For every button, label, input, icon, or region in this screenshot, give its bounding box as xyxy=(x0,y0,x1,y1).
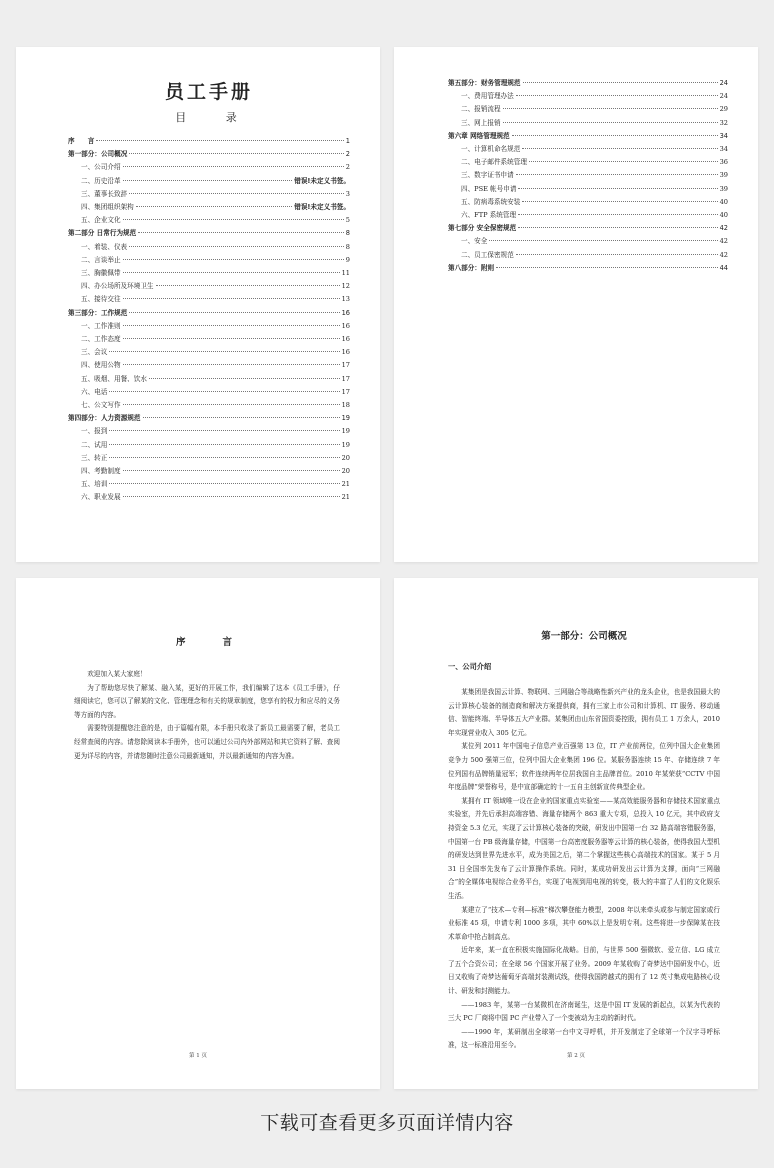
toc-entry-label: 二、工作态度 xyxy=(81,335,121,344)
toc-entry-page: 16 xyxy=(341,321,350,330)
page-number: 第 1 页 xyxy=(189,1053,207,1059)
toc-entry-label: 三、转正 xyxy=(81,453,108,462)
toc-leader-dots xyxy=(489,240,717,241)
toc-entry-label: 三、董事长致辞 xyxy=(81,189,128,198)
download-caption: 下载可查看更多页面详情内容 xyxy=(260,1112,514,1134)
toc-entry[interactable] xyxy=(448,130,728,143)
toc-entry[interactable] xyxy=(448,169,728,182)
toc-entry-label: 第一部分：公司概况 xyxy=(68,150,128,159)
toc-entry-label: 二、员工保密规范 xyxy=(461,250,514,259)
toc-entry-page: 17 xyxy=(341,387,350,396)
toc-leader-dots xyxy=(109,351,339,352)
toc-entry-page: 13 xyxy=(341,295,350,304)
toc-entry[interactable] xyxy=(68,188,350,201)
toc-entry[interactable] xyxy=(68,425,350,438)
toc-entry-page: 42 xyxy=(719,250,728,259)
toc-entry-label: 二、言谈举止 xyxy=(81,255,121,264)
body-paragraph: 某集团是我国云计算、物联网、三网融合等战略性新兴产业的龙头企业，也是我国最大的云计算核心装备的制造商和解决方案提供商，拥有三家上市公司和计算机、IT 服务、移动通信、智能终端、半导体五大产业群。某集团由山东省国资委控股，拥有员工 1 万余人，2010 年实现营业收入 305 亿元。 xyxy=(448,688,720,737)
toc-entry-page: 2 xyxy=(345,163,350,172)
body-paragraph: 某位列 2011 年中国电子信息产业百强第 13 位，IT 产业前两位，位列中国大企业集团竞争力 500 强第三位，位列中国大企业集团 196 位。某服务器连续 15 年、存储连续 7 年位列国有品牌销量冠军；软件连续两年位居我国自主品牌首位。2010 年某荣获“CCTV 中国年度品牌”荣誉称号，是中宣部确定的十一五自主创新宣传典型企业。 xyxy=(448,742,720,792)
toc-entry[interactable] xyxy=(68,478,350,491)
toc-entry[interactable] xyxy=(68,307,350,320)
toc-entry[interactable] xyxy=(68,293,350,306)
toc-entry-label: 二、试用 xyxy=(81,440,108,449)
toc-entry-label: 五、吸烟、用餐、饮水 xyxy=(81,374,147,383)
toc-leader-dots xyxy=(123,259,344,260)
toc-entry[interactable] xyxy=(68,148,350,161)
toc-entry[interactable] xyxy=(448,117,728,130)
toc-entry[interactable] xyxy=(448,262,728,275)
toc-entry-page: 错误!未定义书签。 xyxy=(294,176,350,185)
toc-entry[interactable] xyxy=(68,161,350,174)
toc-entry[interactable] xyxy=(68,267,350,280)
toc-entry-label: 六、职业发展 xyxy=(81,493,121,502)
toc-leader-dots xyxy=(138,232,344,233)
toc-entry-label: 第六章 网络管理规范 xyxy=(448,131,510,140)
toc-entry-label: 一、安全 xyxy=(461,237,488,246)
toc-leader-dots xyxy=(109,430,339,431)
toc-entry-page: 42 xyxy=(719,237,728,246)
toc-leader-dots xyxy=(522,201,717,202)
toc-leader-dots xyxy=(123,364,340,365)
toc-entry-label: 一、计算机命名规范 xyxy=(461,145,521,154)
toc-leader-dots xyxy=(109,391,339,392)
toc-entry-label: 第三部分：工作规范 xyxy=(68,308,128,317)
toc-entry-page: 40 xyxy=(719,211,728,220)
toc-leader-dots xyxy=(523,82,718,83)
toc-entry[interactable] xyxy=(68,241,350,254)
toc-entry-page: 39 xyxy=(719,184,728,193)
toc-entry-page: 32 xyxy=(719,118,728,127)
toc-page xyxy=(16,47,380,562)
toc-entry-label: 五、企业文化 xyxy=(81,216,121,225)
toc-entry[interactable] xyxy=(68,412,350,425)
body-paragraph: ——1990 年，某研制出全球第一台中文寻呼机，并开发制定了全球第一个汉字寻呼标准，这一标准沿用至今。 xyxy=(448,1027,720,1050)
overview-body xyxy=(448,686,720,1053)
toc-entry[interactable] xyxy=(448,156,728,169)
toc-entry-label: 序 言 xyxy=(68,137,95,145)
toc-entry-page: 24 xyxy=(719,92,728,101)
toc-entry-page: 20 xyxy=(341,467,350,476)
body-paragraph: 某建立了“技术—专利—标准”梯次攀登能力模型，2008 年以来牵头或参与制定国家或行业标准 45 项，申请专利 1000 多项，其中 60%以上是发明专利。这些将进一步保障某在技术革命中抢占制高点。 xyxy=(448,905,720,941)
toc-entry-label: 第二部分 日常行为规范 xyxy=(68,229,137,238)
toc-entry-page: 19 xyxy=(341,440,350,449)
toc-entry-page: 24 xyxy=(719,79,728,87)
toc-leader-dots xyxy=(503,108,718,109)
toc-entry-page: 2 xyxy=(345,150,350,159)
toc-entry[interactable] xyxy=(68,346,350,359)
toc-entry[interactable] xyxy=(448,143,728,156)
toc-entry[interactable] xyxy=(448,222,728,235)
toc-entry-label: 第八部分：附则 xyxy=(448,263,495,272)
toc-entry[interactable] xyxy=(68,359,350,372)
toc-entry-page: 错误!未定义书签。 xyxy=(294,203,350,212)
toc-entry[interactable] xyxy=(448,77,728,90)
toc-entry[interactable] xyxy=(448,209,728,222)
toc-entry-label: 六、电话 xyxy=(81,387,108,396)
toc-leader-dots xyxy=(522,148,717,149)
overview-page xyxy=(394,578,758,1089)
toc-leader-dots xyxy=(109,457,339,458)
toc-entry-label: 五、培训 xyxy=(81,480,108,489)
toc-entry-label: 二、电子邮件系统管理 xyxy=(461,158,527,167)
toc-entry[interactable] xyxy=(68,135,350,148)
toc-leader-dots xyxy=(496,267,717,268)
toc-entry-page: 5 xyxy=(345,216,350,225)
toc-entry[interactable] xyxy=(68,280,350,293)
toc-entry-page: 39 xyxy=(719,171,728,180)
toc-entry[interactable] xyxy=(68,491,350,504)
toc-leader-dots xyxy=(123,272,340,273)
body-paragraph: 欢迎加入某大家庭！ xyxy=(87,670,147,678)
body-paragraph: 为了帮助您尽快了解某、融入某，更好的开展工作，我们编辑了这本《员工手册》，仔细阅读它，您可以了解某的文化、管理理念和有关的规章制度，您享有的权力和应尽的义务等方面的内容。 xyxy=(74,683,340,719)
document-title: 员工手册 xyxy=(164,81,253,103)
toc-entry[interactable] xyxy=(68,399,350,412)
toc-entry-label: 五、接待交往 xyxy=(81,295,121,304)
toc-entry-label: 四、考勤制度 xyxy=(81,467,121,476)
toc-entry[interactable] xyxy=(68,214,350,227)
toc-entry-page: 9 xyxy=(345,255,350,264)
toc-leader-dots xyxy=(123,338,340,339)
toc-leader-dots xyxy=(123,298,340,299)
toc-entry-label: 四、PSE 帐号申请 xyxy=(461,184,517,193)
toc-leader-dots xyxy=(512,135,718,136)
toc-leader-dots xyxy=(518,227,717,228)
toc-entry-label: 四、办公场所及环境卫生 xyxy=(81,282,154,291)
toc-entry-page: 21 xyxy=(341,493,350,502)
toc-leader-dots xyxy=(123,166,344,167)
toc-entry-page: 18 xyxy=(341,401,350,410)
toc-entry-page: 20 xyxy=(341,453,350,462)
toc-entry-page: 11 xyxy=(341,269,350,278)
toc-entry-page: 40 xyxy=(719,197,728,206)
toc-leader-dots xyxy=(123,180,293,181)
toc-entry[interactable] xyxy=(68,227,350,240)
toc-entry-page: 21 xyxy=(341,480,350,489)
toc-leader-dots xyxy=(96,140,343,141)
toc-leader-dots xyxy=(129,153,343,154)
preface-page xyxy=(16,578,380,1089)
body-paragraph: 某拥有 IT 领域唯一设在企业的国家重点实验室——某高效能服务器和存储技术国家重点实验室，并先后承担高端容错、海量存储两个 863 重大专项，总投入 10 亿元，其中政府支持资金 5.3 亿元，实现了云计算核心装备的突破，研发出中国第一台 32 路高端容错服务器，中国第一台 PB 级海量存储，中国第一台高密度服务器等云计算的核心装备，使得我国大型机的研发达到世界先进水平，成为美国之后，第二个掌握这些核心高端技术的国家。某于 5 月 31 日全国率先发布了云计算操作系统。同时，某成功研发出云计算为支撑，面向“三网融合”的全媒体电视综合业务平台，实现了电视到用电视的转变，极大的丰富了人们的文化娱乐生活。 xyxy=(448,796,720,900)
toc-entry[interactable] xyxy=(68,439,350,452)
toc-entry-page: 1 xyxy=(345,137,350,145)
toc-list xyxy=(68,135,350,505)
toc-entry[interactable] xyxy=(68,373,350,386)
toc-entry-page: 16 xyxy=(341,348,350,357)
toc-entry[interactable] xyxy=(68,175,350,188)
toc-leader-dots xyxy=(109,483,339,484)
toc-entry-label: 四、集团组织架构 xyxy=(81,203,134,212)
toc-leader-dots xyxy=(529,161,718,162)
toc-leader-dots xyxy=(503,122,718,123)
toc-entry-page: 29 xyxy=(719,105,728,114)
toc-entry-label: 一、报到 xyxy=(81,427,108,436)
toc-entry[interactable] xyxy=(68,465,350,478)
toc-entry-label: 三、网上报销 xyxy=(461,118,501,127)
toc-entry[interactable] xyxy=(68,386,350,399)
body-paragraph: 近年来，某一直在积极实施国际化战略。目前，与世界 500 强微软、爱立信、LG 成立了五个合资公司；在全球 56 个国家开展了业务。2009 年某收购了奇梦达中国研发中心，近日又收购了奇梦达葡萄牙高端封装测试线，使得我国跨越式的拥有了 12 英寸集成电路核心设计、研发和封测能力。 xyxy=(448,946,720,996)
toc-entry-page: 17 xyxy=(341,361,350,370)
toc-entry-label: 一、工作准则 xyxy=(81,321,121,330)
toc-entry-page: 8 xyxy=(345,229,350,238)
toc-entry-label: 二、报销流程 xyxy=(461,105,501,114)
toc-entry-label: 三、会议 xyxy=(81,348,108,357)
toc-entry-label: 第五部分：财务管理规范 xyxy=(448,79,521,87)
subsection-title: 一、公司介绍 xyxy=(448,662,492,671)
toc-leader-dots xyxy=(136,206,292,207)
toc-leader-dots xyxy=(123,404,340,405)
section-title: 第一部分：公司概况 xyxy=(541,631,627,642)
toc-entry-page: 8 xyxy=(345,242,350,251)
toc-entry-page: 19 xyxy=(341,414,350,423)
toc-leader-dots xyxy=(518,214,718,215)
toc-entry-page: 34 xyxy=(719,131,728,140)
toc-entry[interactable] xyxy=(68,320,350,333)
toc-leader-dots xyxy=(143,417,340,418)
toc-leader-dots xyxy=(129,246,344,247)
preface-body xyxy=(74,668,340,763)
toc-entry[interactable] xyxy=(448,249,728,262)
toc-entry[interactable] xyxy=(448,235,728,248)
toc-entry[interactable] xyxy=(68,452,350,465)
toc-entry[interactable] xyxy=(68,254,350,267)
toc-entry[interactable] xyxy=(448,103,728,116)
toc-entry[interactable] xyxy=(68,333,350,346)
toc-leader-dots xyxy=(123,496,340,497)
toc-entry-page: 36 xyxy=(719,158,728,167)
toc-entry[interactable] xyxy=(448,183,728,196)
toc-leader-dots xyxy=(123,219,344,220)
toc-leader-dots xyxy=(149,378,340,379)
toc-leader-dots xyxy=(518,188,717,189)
toc-entry-label: 一、费用管理办法 xyxy=(461,92,514,101)
toc-leader-dots xyxy=(156,285,340,286)
body-paragraph: ——1983 年，某第一台某微机在济南诞生，这是中国 IT 发展的新起点，以某为代表的三大 PC 厂商将中国 PC 产业带入了一个变被动为主动的新时代。 xyxy=(448,1000,720,1023)
toc-leader-dots xyxy=(516,95,718,96)
page-number: 第 2 页 xyxy=(567,1053,585,1059)
toc-entry-label: 一、着装、仪表 xyxy=(81,242,128,251)
toc-entry-label: 三、胸徽佩带 xyxy=(81,269,121,278)
toc-entry[interactable] xyxy=(448,90,728,103)
toc-entry-page: 3 xyxy=(345,189,350,198)
toc-leader-dots xyxy=(123,470,340,471)
toc-entry-page: 44 xyxy=(719,263,728,272)
toc-leader-dots xyxy=(129,193,344,194)
body-paragraph: 需要特别提醒您注意的是，由于篇幅有限，本手册只收录了新员工最需要了解，老员工经常查阅的内容。请您除阅读本手册外，也可以通过公司内外部网站和其它资料了解、查阅更为详尽的内容，并请您随时注意公司最新通知，并以最新通知的内容为准。 xyxy=(74,724,340,760)
toc-heading: 目 录 xyxy=(175,111,255,124)
toc-page-continued xyxy=(394,47,758,562)
toc-entry-label: 七、公文写作 xyxy=(81,401,121,410)
toc-entry-label: 六、FTP 系统管理 xyxy=(461,211,517,220)
toc-entry-label: 五、防病毒系统安装 xyxy=(461,197,521,206)
toc-entry-page: 16 xyxy=(341,308,350,317)
toc-leader-dots xyxy=(516,254,718,255)
toc-entry-label: 第七部分 安全保密规范 xyxy=(448,224,517,233)
toc-leader-dots xyxy=(129,312,339,313)
toc-entry-label: 三、数字证书申请 xyxy=(461,171,514,180)
toc-entry[interactable] xyxy=(68,201,350,214)
preface-title: 序 言 xyxy=(175,637,238,648)
toc-entry-label: 四、使用公物 xyxy=(81,361,121,370)
toc-entry-label: 一、公司介绍 xyxy=(81,163,121,172)
toc-list xyxy=(448,77,728,275)
toc-entry-page: 17 xyxy=(341,374,350,383)
toc-entry-label: 二、历史沿革 xyxy=(81,176,121,185)
toc-leader-dots xyxy=(123,325,340,326)
toc-entry-page: 34 xyxy=(719,145,728,154)
toc-leader-dots xyxy=(109,444,339,445)
toc-entry-label: 第四部分：人力资源规范 xyxy=(68,414,141,423)
toc-entry[interactable] xyxy=(448,196,728,209)
toc-entry-page: 12 xyxy=(341,282,350,291)
toc-entry-page: 16 xyxy=(341,335,350,344)
toc-entry-page: 42 xyxy=(719,224,728,233)
toc-entry-page: 19 xyxy=(341,427,350,436)
toc-leader-dots xyxy=(516,174,718,175)
